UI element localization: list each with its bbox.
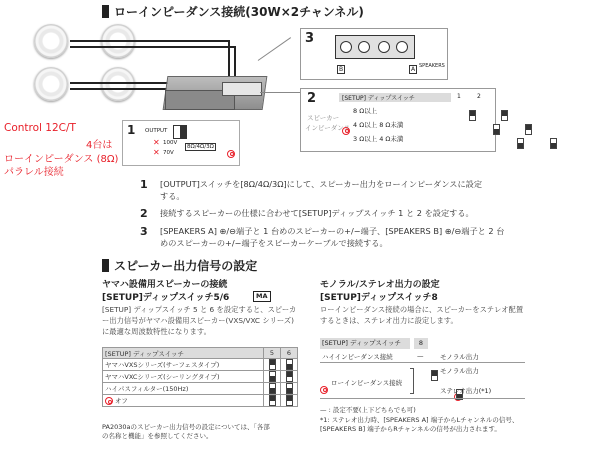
dip-col-8: 8: [414, 338, 428, 349]
cross-icon-1: ✕: [153, 138, 160, 147]
dip-8-mono: [431, 370, 438, 381]
annotation-model: Control 12C/T: [4, 122, 76, 134]
terminal-a-label: A: [411, 66, 416, 73]
right-table-header: [SETUP] ディップスイッチ: [320, 338, 410, 349]
dip-col-1: 1: [457, 93, 461, 100]
left-row-1: ヤマハVXSシリーズ(サーフェスタイプ): [103, 359, 264, 371]
diagram-2-box: [300, 88, 496, 152]
selected-circle-icon: [105, 397, 113, 405]
right-legend: — : 設定不要(上下どちらでも可): [320, 406, 416, 414]
row-divider: [320, 398, 525, 399]
left-dip-table: [102, 347, 298, 407]
dip-5-row3: [269, 383, 276, 394]
cross-icon-2: ✕: [153, 148, 160, 157]
left-row-4: オフ: [115, 397, 128, 405]
left-heading-2: [SETUP]ディップスイッチ5/6: [102, 293, 230, 303]
step-2-text: 接続するスピーカーの仕様に合わせて[SETUP]ディップスイッチ 1 と 2 を設定する。: [160, 208, 474, 218]
row-divider: [320, 362, 525, 363]
brace-line: [410, 368, 414, 394]
step-1-num: 1: [140, 178, 148, 191]
dip-1-row3: [517, 138, 524, 149]
diagram-2-num: 2: [307, 91, 317, 106]
step-2-num: 2: [140, 207, 148, 220]
right-row-2b-out: ステレオ出力(*1): [440, 387, 492, 395]
terminal-b-label: B: [339, 66, 344, 73]
ceiling-speaker-1: [34, 24, 68, 58]
amplifier-terminal: [222, 82, 262, 96]
dip-2-row3: [550, 138, 557, 149]
right-row-1-val: —: [417, 352, 424, 360]
right-row-1-out: モノラル出力: [440, 353, 479, 361]
diagram-3-num: 3: [305, 31, 315, 46]
ma-badge: MA: [253, 291, 271, 302]
section-marker: [102, 5, 109, 18]
v70-label: 70V: [163, 150, 174, 156]
impedance-label-2: インピーダンス: [305, 124, 351, 132]
right-dip-table: [320, 338, 525, 402]
output-switch: [173, 125, 187, 139]
speaker-terminals: [335, 35, 415, 59]
selected-circle-icon: [342, 127, 350, 135]
dip-2-row1: [501, 110, 508, 121]
annotation-line2: ローインピーダンス (8Ω): [4, 154, 119, 165]
dip-2-row2: [525, 124, 532, 135]
step-3-text: [SPEAKERS A] ⊕/⊖端子と 1 台めのスピーカーの+/−端子、[SPEAKERS B] ⊕/⊖端子と 2 台めのスピーカーの+/−端子をスピーカーケーブルで接続する。: [160, 226, 505, 248]
dip-5-row4: [269, 395, 276, 406]
right-heading-2: [SETUP]ディップスイッチ8: [320, 293, 438, 303]
dip-1-row2: [493, 124, 500, 135]
right-heading-1: モノラル/ステレオ出力の設定: [320, 280, 440, 290]
dip-6-row2: [286, 371, 293, 382]
dip-6-row1: [286, 359, 293, 370]
right-row-2a-out: モノラル出力: [440, 367, 479, 375]
annotation-line3: パラレル接続: [4, 167, 64, 178]
dip-6-row4: [286, 395, 293, 406]
diagram-1-num: 1: [127, 123, 136, 137]
diagram-1-box: [122, 120, 240, 166]
dip-6-row3: [286, 383, 293, 394]
impedance-row-2: 4 Ω以上 8 Ω未満: [353, 121, 404, 129]
impedance-row-3: 3 Ω以上 4 Ω未満: [353, 135, 404, 143]
right-footnote: *1: ステレオ出力時、[SPEAKERS A] 端子からLチャンネルの信号、[SPEAKERS B] 端子からRチャンネルの信号が出力されます。: [320, 416, 519, 433]
output-label: OUTPUT: [145, 128, 168, 134]
dip-1-row1: [469, 110, 476, 121]
section-title: ローインピーダンス接続(30W×2チャンネル): [114, 5, 364, 19]
right-row-1: ハイインピーダンス接続: [322, 353, 393, 361]
left-heading-1: ヤマハ設備用スピーカーの接続: [102, 280, 228, 290]
left-row-3: ハイパスフィルター(150Hz): [103, 383, 264, 395]
selected-circle-icon: [227, 150, 235, 158]
section-2-title: スピーカー出力信号の設定: [114, 259, 258, 273]
dip-col-2: 2: [477, 93, 481, 100]
step-3-num: 3: [140, 225, 148, 238]
right-row-2: ローインピーダンス接続: [331, 379, 403, 387]
step-1-text: [OUTPUT]スイッチを[8Ω/4Ω/3Ω]にして、スピーカー出力をローインピーダンスに設定する。: [160, 179, 483, 201]
ceiling-speaker-3: [34, 67, 68, 101]
left-row-2: ヤマハVXCシリーズ(シーリングタイプ): [103, 371, 264, 383]
left-note: PA2030aのスピーカー出力信号の設定については、「各部の名称と機能」を参照してください。: [102, 423, 270, 440]
impedance-row-1: 8 Ω以上: [353, 107, 378, 115]
dip-5-row2: [269, 371, 276, 382]
ceiling-speaker-4: [101, 67, 135, 101]
annotation-line1: 4台は: [86, 140, 113, 151]
speakers-label: SPEAKERS: [419, 63, 445, 69]
dip-5-row1: [269, 359, 276, 370]
section-marker: [102, 259, 109, 272]
left-table-header: [SETUP] ディップスイッチ: [103, 348, 264, 359]
impedance-label-1: スピーカー: [307, 114, 340, 122]
dip-col-6: 6: [281, 348, 298, 359]
dip-col-5: 5: [264, 348, 281, 359]
diagram-3-box: [300, 28, 448, 80]
dip-header: [SETUP] ディップスイッチ: [339, 93, 451, 102]
right-body: ローインピーダンス接続の場合に、スピーカーをステレオ配置するときは、ステレオ出力に設定します。: [320, 305, 524, 325]
v100-label: 100V: [163, 140, 178, 146]
selected-circle-icon: [320, 386, 328, 394]
ohm-label: 8Ω/4Ω/3Ω: [187, 144, 214, 150]
left-body: [SETUP] ディップスイッチ 5 と 6 を設定すると、スピーカー出力信号がヤマハ設備用スピーカー(VXS/VXC シリーズ)に最適な周波数特性になります。: [102, 305, 297, 336]
